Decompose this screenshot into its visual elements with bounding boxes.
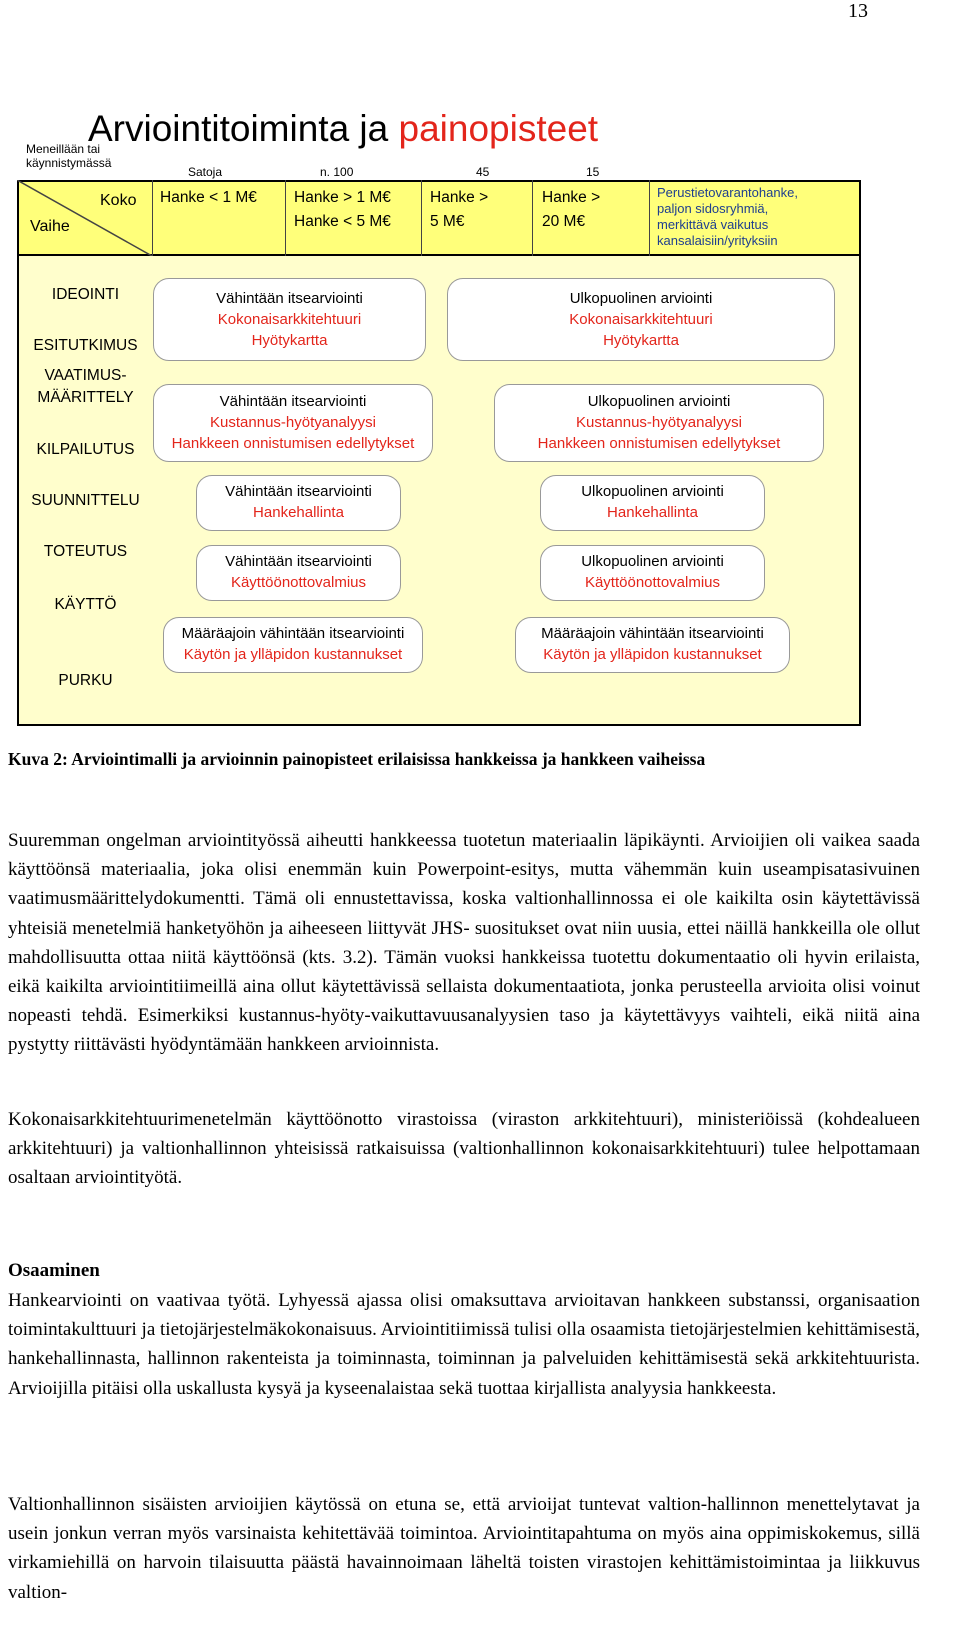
phase-esitutkimus: ESITUTKIMUS bbox=[33, 337, 138, 354]
assessment-type: Määräajoin vähintään itsearviointi bbox=[541, 625, 764, 642]
assessment-type: Ulkopuolinen arviointi bbox=[581, 553, 724, 570]
section-heading: Osaaminen bbox=[8, 1260, 100, 1281]
phase-kaytto: KÄYTTÖ bbox=[54, 596, 117, 613]
assessment-type: Vähintään itsearviointi bbox=[225, 483, 372, 500]
assessment-type: Ulkopuolinen arviointi bbox=[581, 483, 724, 500]
size-col-5-line-3: merkittävä vaikutus bbox=[657, 217, 769, 232]
header-divider bbox=[421, 180, 422, 256]
phase-purku: PURKU bbox=[58, 672, 113, 689]
figure-caption: Kuva 2: Arviointimalli ja arvioinnin painopisteet erilaisissa hankkeissa ja hankkeen vaiheissa bbox=[8, 749, 706, 769]
paragraph-3 bbox=[8, 1286, 920, 1403]
figure-title-black: Arviointitoiminta ja bbox=[88, 108, 399, 149]
size-col-1 bbox=[160, 186, 257, 210]
assessment-box-small-procurement bbox=[153, 384, 433, 462]
corner-koko: Koko bbox=[100, 192, 137, 209]
corner-vaihe: Vaihe bbox=[30, 218, 70, 235]
assessment-focus: Kokonaisarkkitehtuuri bbox=[569, 311, 713, 328]
assessment-focus: Hankkeen onnistumisen edellytykset bbox=[171, 435, 415, 452]
size-col-2-line-2: Hanke < 5 M€ bbox=[294, 213, 391, 230]
figure-title-red: painopisteet bbox=[398, 108, 599, 149]
size-col-5-line-4: kansalaisiin/yrityksiin bbox=[657, 233, 778, 248]
assessment-focus: Käytön ja ylläpidon kustannukset bbox=[543, 646, 762, 663]
assessment-type: Ulkopuolinen arviointi bbox=[569, 290, 713, 307]
assessment-type: Määräajoin vähintään itsearviointi bbox=[181, 625, 405, 642]
size-col-3 bbox=[430, 186, 488, 234]
header-divider bbox=[649, 180, 650, 256]
assessment-focus: Kokonaisarkkitehtuuri bbox=[217, 311, 362, 328]
page-number: 13 bbox=[848, 0, 868, 22]
note-line-2: käynnistymässä bbox=[26, 156, 112, 170]
assessment-box-large-ideation bbox=[447, 278, 835, 361]
phase-suunnittelu: SUUNNITTELU bbox=[31, 492, 140, 509]
paragraph-2 bbox=[8, 1105, 920, 1193]
size-col-2 bbox=[294, 186, 391, 234]
count-45: 45 bbox=[476, 165, 490, 179]
assessment-focus: Käytön ja ylläpidon kustannukset bbox=[183, 646, 403, 663]
assessment-focus: Hyötykartta bbox=[603, 332, 679, 349]
assessment-box-small-design bbox=[196, 475, 401, 531]
assessment-box-large-procurement bbox=[494, 384, 824, 462]
assessment-box-large-design bbox=[540, 475, 765, 531]
assessment-focus: Käyttöönottovalmius bbox=[230, 574, 367, 591]
assessment-focus: Käyttöönottovalmius bbox=[584, 574, 721, 591]
assessment-focus: Hyötykartta bbox=[251, 332, 328, 349]
assessment-type: Ulkopuolinen arviointi bbox=[587, 393, 731, 410]
assessment-focus: Kustannus-hyötyanalyysi bbox=[576, 414, 742, 431]
count-satoja: Satoja bbox=[188, 165, 223, 179]
paragraph-4 bbox=[8, 1490, 920, 1607]
size-col-3-line-1: Hanke > bbox=[430, 189, 489, 206]
assessment-focus: Kustannus-hyötyanalyysi bbox=[210, 414, 376, 431]
assessment-focus: Hankehallinta bbox=[607, 504, 698, 521]
paragraph-4-text: Valtionhallinnon sisäisten arvioijien käytössä on etuna se, että arvioijat tuntevat valtion-hallinnon menettelytavat ja usein jonkun verran myös varsinaista kehitettävää toimintoa. Arviointitapahtuma on myös aina oppimiskokemus, sillä virkamiehillä on harvoin tilaisuutta päästä havainnoimaan läheltä toisten virastojen kehittämistoimintaa ja liikkuvus valtion- bbox=[8, 1494, 920, 1603]
size-col-4-line-2: 20 M€ bbox=[542, 213, 586, 230]
assessment-type: Vähintään itsearviointi bbox=[219, 393, 367, 410]
phase-vaatimus: VAATIMUS- bbox=[44, 367, 127, 384]
figure-title bbox=[88, 108, 598, 150]
figure-note bbox=[26, 142, 111, 170]
phase-maarittely: MÄÄRITTELY bbox=[37, 389, 134, 406]
phase-kilpailutus: KILPAILUTUS bbox=[36, 441, 135, 458]
paragraph-3-text: Hankearviointi on vaativaa työtä. Lyhyessä ajassa olisi omaksuttava arvioitavan hankkeen substanssi, organisaation toimintakulttuuri ja tietojärjestelmäkokonaisuus. Arviointitiimissä tulisi olla osaamista tietojärjestelmien kehittämisestä, hankehallinnasta, hallinnon rakenteista ja toiminnasta, toiminnan ja palveluiden kehittämisestä sekä arkkitehtuurista. Arvioijilla pitäisi olla uskallusta kysyä ja kyseenalaistaa sekä tuottaa kirjallista analyysia hankkeesta. bbox=[8, 1290, 920, 1399]
size-col-1-line-1: Hanke < 1 M€ bbox=[160, 189, 257, 206]
size-col-5-line-1: Perustietovarantohanke, bbox=[657, 185, 798, 200]
count-100: n. 100 bbox=[320, 165, 354, 179]
assessment-box-large-operation bbox=[515, 617, 790, 673]
size-col-5-line-2: paljon sidosryhmiä, bbox=[657, 201, 769, 216]
size-col-3-line-2: 5 M€ bbox=[430, 213, 465, 230]
note-line-1: Meneillään tai bbox=[26, 142, 101, 156]
assessment-type: Vähintään itsearviointi bbox=[225, 553, 372, 570]
phase-ideointi: IDEOINTI bbox=[51, 286, 120, 303]
count-15: 15 bbox=[586, 165, 600, 179]
assessment-type: Vähintään itsearviointi bbox=[216, 290, 363, 307]
header-divider bbox=[285, 180, 286, 256]
assessment-box-small-operation bbox=[163, 617, 423, 673]
size-col-2-line-1: Hanke > 1 M€ bbox=[294, 189, 391, 206]
assessment-focus: Hankehallinta bbox=[253, 504, 344, 521]
size-col-4-line-1: Hanke > bbox=[542, 189, 601, 206]
paragraph-1 bbox=[8, 826, 920, 1060]
assessment-box-large-implementation bbox=[540, 545, 765, 601]
assessment-focus: Hankkeen onnistumisen edellytykset bbox=[537, 435, 781, 452]
assessment-box-small-implementation bbox=[196, 545, 401, 601]
size-col-5 bbox=[657, 185, 798, 249]
phase-toteutus: TOTEUTUS bbox=[43, 543, 128, 560]
size-col-4 bbox=[542, 186, 600, 234]
assessment-box-small-ideation bbox=[153, 278, 426, 361]
paragraph-1-text: Suuremman ongelman arviointityössä aiheutti hankkeessa tuotetun materiaalin läpikäynti. Arvioijien oli vaikea saada käyttöönsä materiaalia, joka olisi enemmän kuin Powerpoint-esitys, mutta vähemmän kuin useampisatasivuinen vaatimusmäärittelydokumentti. Tämä oli ennustettavissa, koska valtionhallinnossa ei ole kaikilta osin käytettävissä yhteisiä menetelmiä hanketyöhön ja aiheeseen liittyvät JHS- suositukset ovat niin uusia, ettei näillä hankkeilla ole ollut mahdollisuutta ottaa niitä käyttöönsä (kts. 3.2). Tämän vuoksi hankkeissa tuotettu dokumentaatio oli hyvin erilaista, eikä kaikilta arviointitiimeillä aina ollut käytettävissä sellaista dokumentaatiota, jonka perusteella arvioita olisi voinut nopeasti tehdä. Esimerkiksi kustannus-hyöty-vaikuttavuusanalyysien taso ja käytettävyys vaihteli, eikä niitä aina pystytty riittävästi hyödyntämään hankkeen arvioinnista. bbox=[8, 830, 920, 1056]
paragraph-2-text: Kokonaisarkkitehtuurimenetelmän käyttöönotto virastoissa (viraston arkkitehtuuri), ministeriöissä (kohdealueen arkkitehtuuri) ja valtionhallinnon yhteisissä ratkaisuissa (valtionhallinnon kokonaisarkkitehtuuri) tulee helpottamaan osaltaan arviointityötä. bbox=[8, 1109, 920, 1189]
header-divider bbox=[532, 180, 533, 256]
